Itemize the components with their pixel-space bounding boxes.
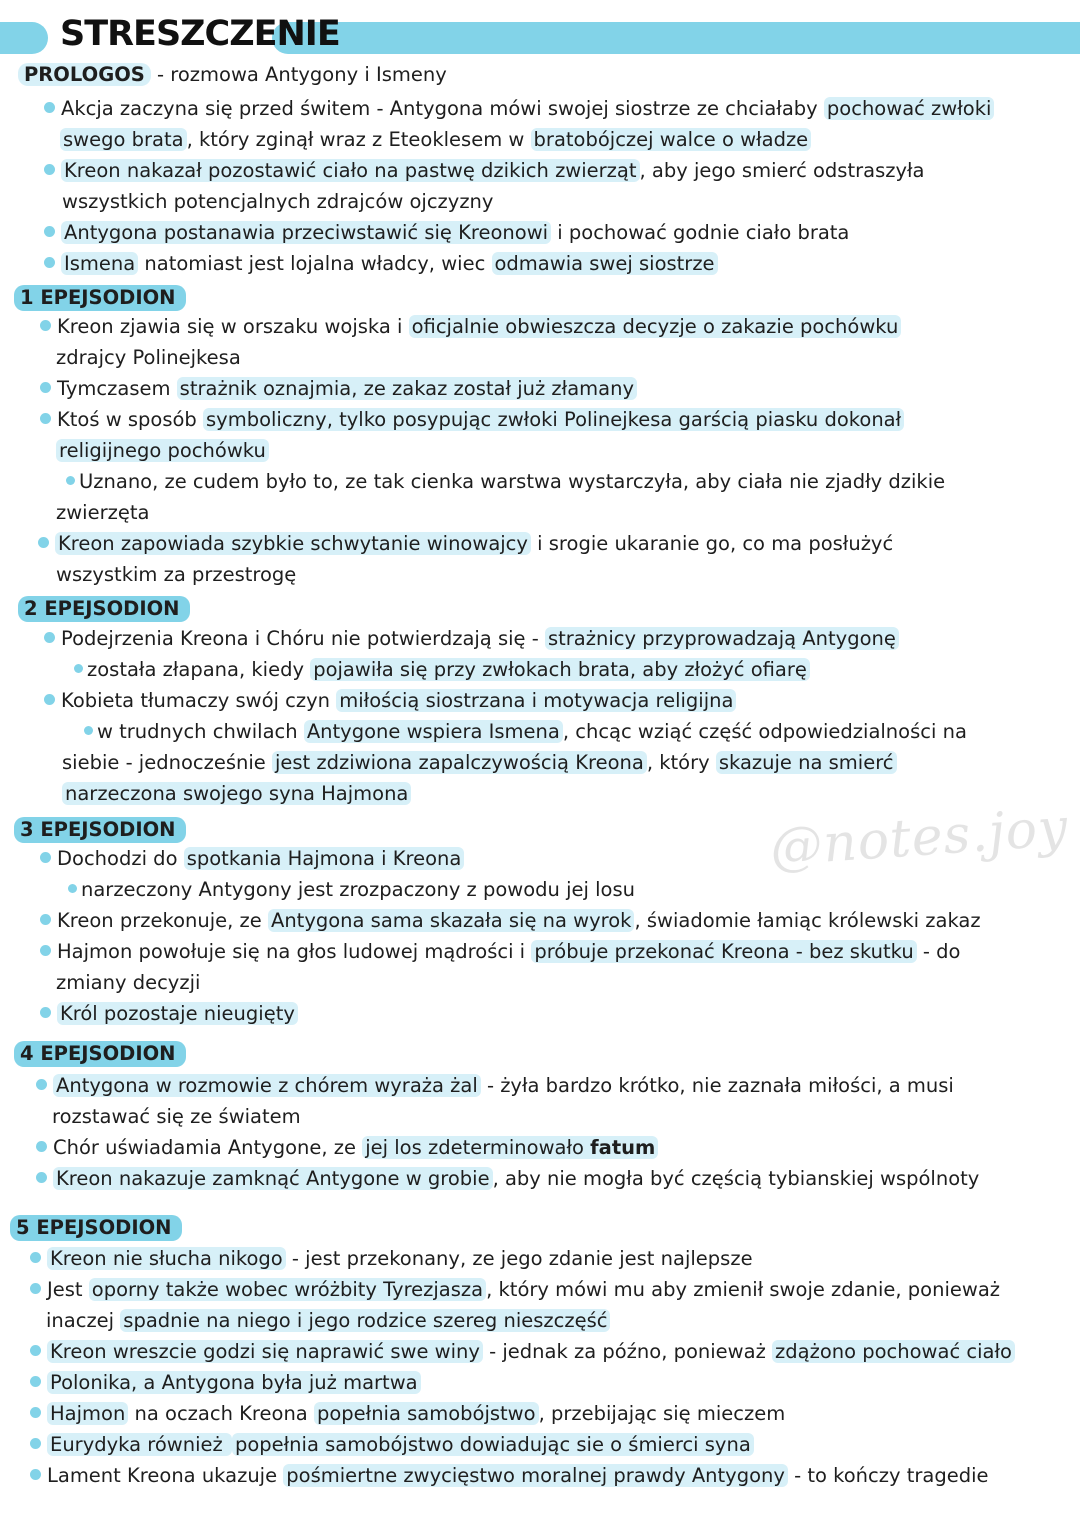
list-item: Tymczasem strażnik oznajmia, ze zakaz został już złamany	[40, 375, 637, 403]
bullet-icon	[44, 632, 55, 643]
section-label-epejsodion-3: 3 EPEJSODION	[14, 817, 186, 843]
list-item-cont: wszystkich potencjalnych zdrajców ojczyzny	[62, 190, 494, 213]
sub-list-item: została złapana, kiedy pojawiła się przy zwłokach brata, aby złożyć ofiarę	[74, 656, 810, 684]
sub-bullet-icon	[74, 664, 83, 673]
prologos-heading	[18, 61, 447, 89]
bullet-icon	[44, 164, 55, 175]
bullet-icon	[44, 226, 55, 237]
list-item-cont: zdrajcy Polinejkesa	[56, 346, 241, 369]
watermark: @notes.joy	[768, 797, 1071, 879]
list-item-cont: narzeczona swojego syna Hajmona	[62, 780, 411, 808]
list-item: Kreon zapowiada szybkie schwytanie winowajcy i srogie ukaranie go, co ma posłużyć	[38, 530, 893, 558]
list-item-cont: rozstawać się ze światem	[52, 1105, 301, 1128]
title-bar-right	[272, 22, 1080, 54]
list-item: Kreon zjawia się w orszaku wojska i oficjalnie obwieszcza decyzje o zakazie pochówku	[40, 313, 901, 341]
sub-bullet-icon	[66, 476, 75, 485]
list-item: Akcja zaczyna się przed świtem - Antygona mówi swojej siostrze ze chciałaby pochować zwłoki	[44, 95, 994, 123]
list-item-cont: zmiany decyzji	[56, 971, 201, 994]
bullet-icon	[30, 1376, 41, 1387]
list-item: Polonika, a Antygona była już martwa	[30, 1369, 421, 1397]
list-item: Eurydyka również popełnia samobójstwo dowiadując sie o śmierci syna	[30, 1431, 754, 1459]
list-item-cont: siebie - jednocześnie jest zdziwiona zapalczywością Kreona , który skazuje na smierć	[62, 749, 897, 777]
section-label-epejsodion-4: 4 EPEJSODION	[14, 1041, 186, 1067]
sub-list-item: narzeczony Antygony jest zrozpaczony z powodu jej losu	[68, 876, 635, 904]
list-item: Ktoś w sposób symboliczny, tylko posypując zwłoki Polinejkesa garścią piasku dokonał	[40, 406, 904, 434]
list-item: Kreon nakazuje zamknąć Antygone w grobie , aby nie mogła być częścią tybianskiej wspólnoty	[36, 1165, 979, 1193]
list-item-cont: religijnego pochówku	[56, 437, 269, 465]
sub-bullet-icon	[84, 726, 93, 735]
sub-list-item: w trudnych chwilach Antygone wspiera Ismena , chcąc wziąć część odpowiedzialności na	[84, 718, 967, 746]
section-label-epejsodion-1: 1 EPEJSODION	[14, 285, 186, 311]
section-label-epejsodion-2: 2 EPEJSODION	[18, 596, 190, 622]
list-item: Dochodzi do spotkania Hajmona i Kreona	[40, 845, 464, 873]
list-item: Hajmon powołuje się na głos ludowej mądrości i próbuje przekonać Kreona - bez skutku - do	[40, 938, 960, 966]
bullet-icon	[44, 102, 55, 113]
bullet-icon	[40, 320, 51, 331]
list-item: Kreon nie słucha nikogo - jest przekonany, ze jego zdanie jest najlepsze	[30, 1245, 753, 1273]
sub-bullet-icon	[68, 884, 77, 893]
list-item-cont: inaczej spadnie na niego i jego rodzice szereg nieszczęść	[46, 1307, 610, 1335]
bullet-icon	[40, 852, 51, 863]
section-label-epejsodion-5: 5 EPEJSODION	[10, 1215, 182, 1241]
bullet-icon	[40, 413, 51, 424]
list-item: Jest oporny także wobec wróżbity Tyrezjasza , który mówi mu aby zmienił swoje zdanie, ponieważ	[30, 1276, 1000, 1304]
list-item: Antygona w rozmowie z chórem wyraża żal - żyła bardzo krótko, nie zaznała miłości, a musi	[36, 1072, 954, 1100]
bullet-icon	[30, 1438, 41, 1449]
bullet-icon	[30, 1283, 41, 1294]
list-item-cont: wszystkim za przestrogę	[56, 563, 297, 586]
list-item: Hajmon na oczach Kreona popełnia samobójstwo , przebijając się mieczem	[30, 1400, 785, 1428]
list-item: Lament Kreona ukazuje pośmiertne zwycięstwo moralnej prawdy Antygony - to kończy tragedie	[30, 1462, 989, 1490]
title-bar-left	[0, 22, 48, 54]
bullet-icon	[30, 1252, 41, 1263]
list-item: Król pozostaje nieugięty	[40, 1000, 298, 1028]
bullet-icon	[36, 1172, 47, 1183]
bullet-icon	[44, 694, 55, 705]
bullet-icon	[40, 945, 51, 956]
section-label-prologos: PROLOGOS	[18, 63, 151, 86]
list-item: Ismena natomiast jest lojalna władcy, wiec odmawia swej siostrze	[44, 250, 718, 278]
list-item-cont: swego brata , który zginął wraz z Eteoklesem w bratobójczej walce o władze	[60, 126, 811, 154]
list-item: Podejrzenia Kreona i Chóru nie potwierdzają się - strażnicy przyprowadzają Antygonę	[44, 625, 899, 653]
bullet-icon	[44, 257, 55, 268]
bullet-icon	[38, 537, 49, 548]
bullet-icon	[30, 1345, 41, 1356]
list-item: Kreon nakazał pozostawić ciało na pastwę dzikich zwierząt , aby jego smierć odstraszyła	[44, 157, 925, 185]
bullet-icon	[40, 382, 51, 393]
bullet-icon	[30, 1469, 41, 1480]
bullet-icon	[40, 914, 51, 925]
list-item-cont: zwierzęta	[56, 501, 150, 524]
bullet-icon	[30, 1407, 41, 1418]
bullet-icon	[36, 1079, 47, 1090]
bullet-icon	[36, 1141, 47, 1152]
prologos-subtitle: - rozmowa Antygony i Ismeny	[150, 63, 447, 86]
page-title: STRESZCZENIE	[60, 14, 340, 54]
bullet-icon	[40, 1007, 51, 1018]
list-item: Kreon przekonuje, ze Antygona sama skazała się na wyrok , świadomie łamiąc królewski zakaz	[40, 907, 981, 935]
list-item: Kobieta tłumaczy swój czyn miłością siostrzana i motywacja religijna	[44, 687, 736, 715]
sub-list-item: Uznano, ze cudem było to, ze tak cienka warstwa wystarczyła, aby ciała nie zjadły dzikie	[66, 468, 945, 496]
list-item: Kreon wreszcie godzi się naprawić swe winy - jednak za późno, ponieważ zdążono pochować ciało	[30, 1338, 1015, 1366]
list-item: Antygona postanawia przeciwstawić się Kreonowi i pochować godnie ciało brata	[44, 219, 849, 247]
list-item: Chór uświadamia Antygone, ze jej los zdeterminowało fatum	[36, 1134, 658, 1162]
